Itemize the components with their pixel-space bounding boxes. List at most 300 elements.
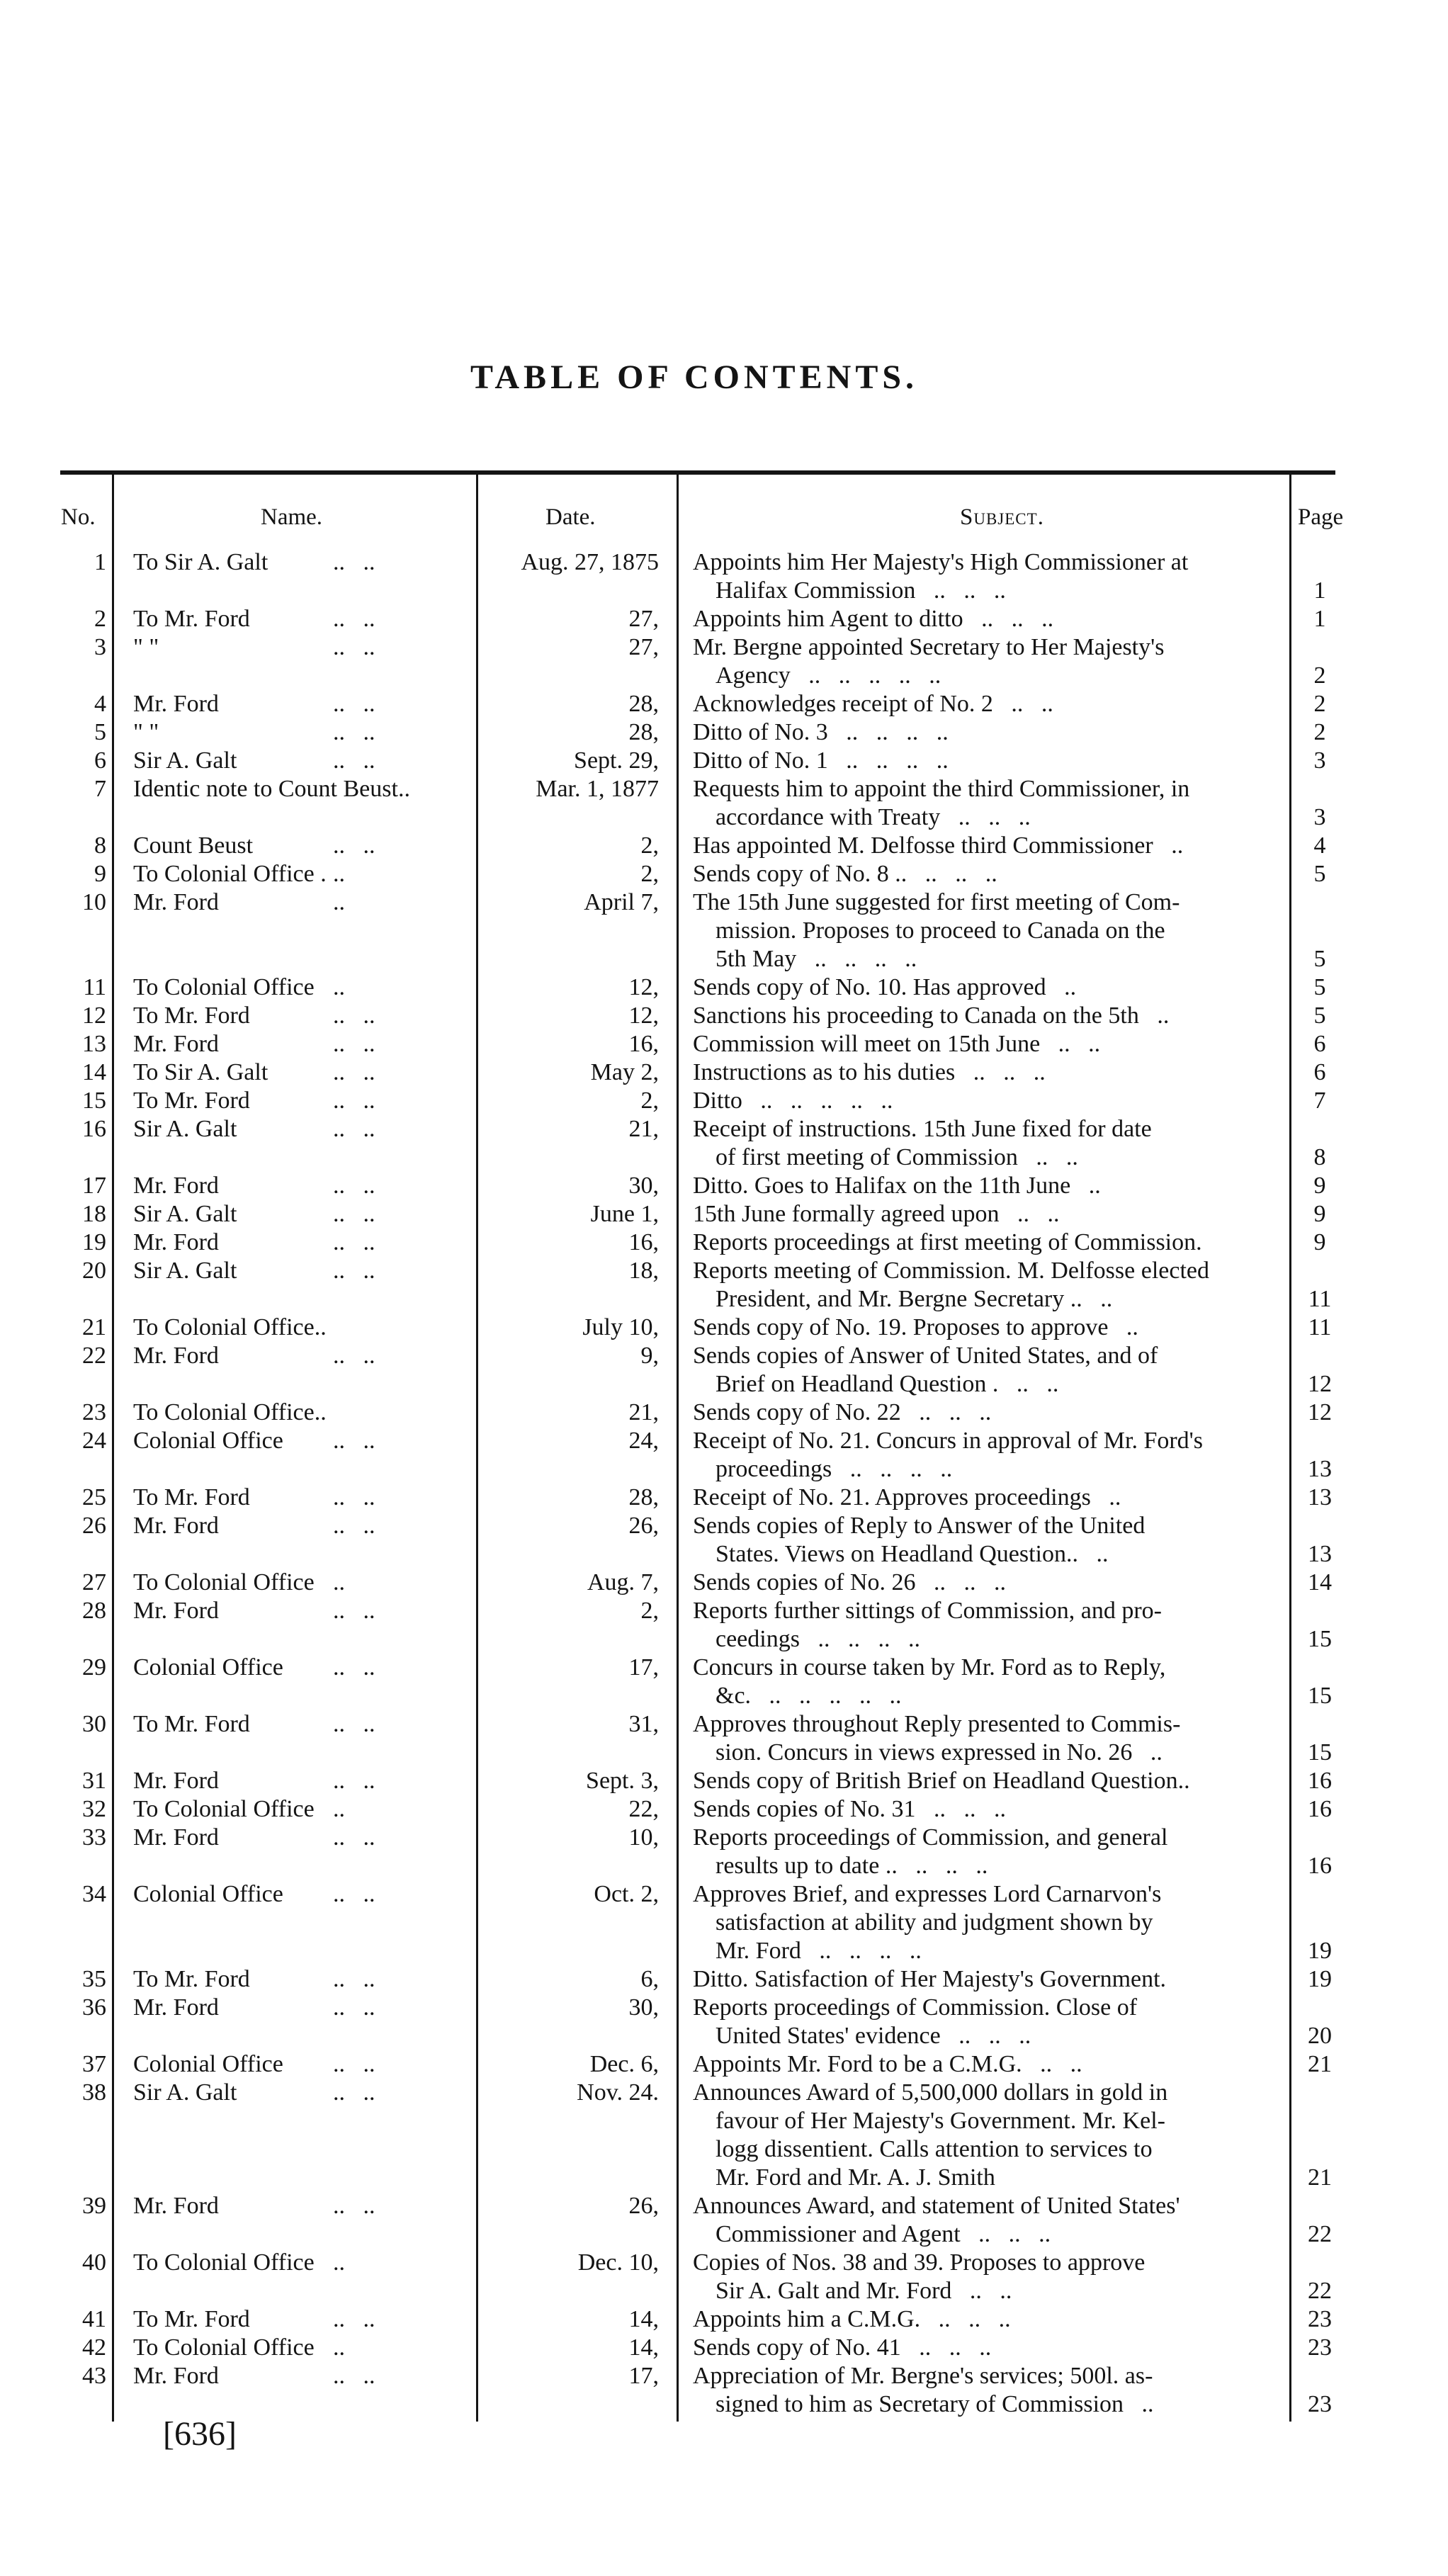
entry-subject-line: results up to date .. .. .. .. [715, 1853, 988, 1879]
table-row [0, 1229, 1448, 1258]
header-subject: Subject. [960, 504, 1044, 530]
entry-number: 14 [82, 1059, 106, 1085]
entry-date: Dec. 6, [589, 2051, 659, 2077]
table-row [0, 1711, 1448, 1768]
entry-subject-line: ceedings .. .. .. .. [715, 1626, 920, 1652]
table-row [0, 1484, 1448, 1513]
entry-name: To Mr. Ford [133, 1088, 250, 1114]
leader-dots: .. .. [333, 2363, 375, 2389]
entry-date: 30, [628, 1173, 659, 1199]
leader-dots: .. [333, 861, 345, 887]
leader-dots: .. .. [333, 1824, 375, 1851]
entry-page: 8 [1313, 1144, 1326, 1170]
table-row [0, 747, 1448, 776]
entry-date: Aug. 27, 1875 [521, 549, 659, 575]
entry-page: 1 [1313, 606, 1326, 632]
entry-page: 9 [1313, 1201, 1326, 1227]
entry-number: 3 [94, 634, 106, 660]
entry-number: 10 [82, 889, 106, 915]
entry-page: 21 [1308, 2051, 1332, 2077]
entry-date: 28, [628, 691, 659, 717]
table-row [0, 1428, 1448, 1484]
entry-number: 4 [94, 691, 106, 717]
leader-dots: .. .. [333, 634, 375, 660]
leader-dots: .. .. [333, 1428, 375, 1454]
leader-dots: .. [333, 1796, 345, 1822]
table-row [0, 2334, 1448, 2363]
table-row [0, 1088, 1448, 1116]
leader-dots: .. .. [333, 1116, 375, 1142]
entry-date: 24, [628, 1428, 659, 1454]
entry-subject-line: Announces Award, and statement of United States' [693, 2193, 1180, 2219]
entry-subject-line: satisfaction at ability and judgment shown by [715, 1909, 1153, 1936]
entry-date: 12, [628, 974, 659, 1000]
entry-page: 3 [1313, 804, 1326, 830]
entry-subject-line: Mr. Bergne appointed Secretary to Her Majesty's [693, 634, 1165, 660]
entry-number: 38 [82, 2079, 106, 2106]
entry-subject-line: Sends copy of No. 8 .. .. .. .. [693, 861, 997, 887]
entry-number: 6 [94, 747, 106, 774]
entry-name: Mr. Ford [133, 1824, 219, 1851]
entry-date: Sept. 3, [586, 1768, 659, 1794]
entry-number: 25 [82, 1484, 106, 1510]
table-row [0, 1994, 1448, 2051]
entry-subject-line: Mr. Ford and Mr. A. J. Smith [715, 2164, 995, 2191]
entry-date: 2, [640, 1088, 659, 1114]
table-row [0, 1399, 1448, 1428]
leader-dots: .. .. [333, 2051, 375, 2077]
entry-number: 7 [94, 776, 106, 802]
leader-dots: .. .. [333, 1059, 375, 1085]
entry-page: 21 [1308, 2164, 1332, 2191]
entry-page: 13 [1308, 1456, 1332, 1482]
entry-page: 15 [1308, 1683, 1332, 1709]
leader-dots: .. .. [333, 2306, 375, 2332]
leader-dots: .. .. [333, 1201, 375, 1227]
table-row [0, 1314, 1448, 1343]
entry-subject-line: 15th June formally agreed upon .. .. [693, 1201, 1060, 1227]
table-row [0, 2306, 1448, 2334]
table-row [0, 1258, 1448, 1314]
entry-date: 9, [640, 1343, 659, 1369]
entry-name: To Colonial Office . [133, 861, 327, 887]
entry-page: 22 [1308, 2278, 1332, 2304]
leader-dots: .. .. [333, 691, 375, 717]
entry-number: 31 [82, 1768, 106, 1794]
table-row [0, 861, 1448, 889]
entry-page: 1 [1313, 577, 1326, 604]
entry-subject-line: Announces Award of 5,500,000 dollars in gold in [693, 2079, 1168, 2106]
entry-page: 3 [1313, 747, 1326, 774]
entry-number: 24 [82, 1428, 106, 1454]
table-row [0, 1116, 1448, 1173]
entry-subject-line: Sends copies of No. 26 .. .. .. [693, 1569, 1006, 1595]
entry-name: To Mr. Ford [133, 1002, 250, 1029]
entry-name: To Colonial Office.. [133, 1399, 327, 1425]
entry-subject-line: Ditto. Satisfaction of Her Majesty's Government. [693, 1966, 1167, 1992]
table-row [0, 1654, 1448, 1711]
entry-page: 23 [1308, 2306, 1332, 2332]
entry-number: 17 [82, 1173, 106, 1199]
leader-dots: .. .. [333, 832, 375, 859]
leader-dots: .. .. [333, 1768, 375, 1794]
entry-page: 19 [1308, 1966, 1332, 1992]
entry-subject-line: Appoints him Agent to ditto .. .. .. [693, 606, 1054, 632]
entry-name: Sir A. Galt [133, 747, 237, 774]
entry-subject-line: Reports proceedings of Commission, and general [693, 1824, 1168, 1851]
entry-name: Colonial Office [133, 1654, 283, 1680]
entry-name: Mr. Ford [133, 1598, 219, 1624]
entry-subject-line: proceedings .. .. .. .. [715, 1456, 953, 1482]
entry-page: 13 [1308, 1484, 1332, 1510]
entry-date: April 7, [584, 889, 659, 915]
entry-date: 31, [628, 1711, 659, 1737]
entry-page: 23 [1308, 2334, 1332, 2361]
entry-name: To Mr. Ford [133, 1711, 250, 1737]
entry-name: Sir A. Galt [133, 1116, 237, 1142]
table-row [0, 634, 1448, 691]
entry-name: Colonial Office [133, 1428, 283, 1454]
entry-name: To Colonial Office [133, 1796, 315, 1822]
entry-number: 37 [82, 2051, 106, 2077]
entry-date: 6, [640, 1966, 659, 1992]
entry-date: 27, [628, 606, 659, 632]
page-title: TABLE OF CONTENTS. [470, 358, 919, 396]
entry-subject-line: Sends copy of No. 41 .. .. .. [693, 2334, 992, 2361]
entry-number: 29 [82, 1654, 106, 1680]
entry-subject-line: Concurs in course taken by Mr. Ford as to Reply, [693, 1654, 1166, 1680]
entry-subject-line: Sends copies of Answer of United States, and of [693, 1343, 1158, 1369]
entry-date: 21, [628, 1399, 659, 1425]
entry-date: Dec. 10, [577, 2249, 659, 2276]
table-row [0, 1768, 1448, 1796]
entry-page: 4 [1313, 832, 1326, 859]
entry-number: 36 [82, 1994, 106, 2021]
entry-subject-line: Sends copies of Reply to Answer of the United [693, 1513, 1146, 1539]
entry-page: 19 [1308, 1938, 1332, 1964]
entry-subject-line: States. Views on Headland Question.. .. [715, 1541, 1109, 1567]
entry-number: 20 [82, 1258, 106, 1284]
entry-subject-line: Sends copy of No. 10. Has approved .. [693, 974, 1077, 1000]
table-row [0, 832, 1448, 861]
entry-subject-line: Reports meeting of Commission. M. Delfosse elected [693, 1258, 1209, 1284]
entry-subject-line: Sends copy of No. 22 .. .. .. [693, 1399, 992, 1425]
leader-dots: .. [333, 2334, 345, 2361]
entry-subject-line: Ditto of No. 3 .. .. .. .. [693, 719, 949, 745]
entry-date: 2, [640, 861, 659, 887]
entry-name: To Sir A. Galt [133, 549, 268, 575]
entry-number: 43 [82, 2363, 106, 2389]
entry-date: 18, [628, 1258, 659, 1284]
leader-dots: .. .. [333, 549, 375, 575]
entry-page: 13 [1308, 1541, 1332, 1567]
leader-dots: .. .. [333, 1031, 375, 1057]
entry-name: Identic note to Count Beust.. [133, 776, 410, 802]
leader-dots: .. .. [333, 2079, 375, 2106]
table-row [0, 1881, 1448, 1966]
entry-number: 39 [82, 2193, 106, 2219]
entry-subject-line: Receipt of instructions. 15th June fixed for date [693, 1116, 1152, 1142]
entry-number: 9 [94, 861, 106, 887]
entry-page: 2 [1313, 691, 1326, 717]
entry-subject-line: Sanctions his proceeding to Canada on the 5th .. [693, 1002, 1170, 1029]
table-row [0, 974, 1448, 1002]
leader-dots: .. .. [333, 1711, 375, 1737]
leader-dots: .. [333, 1569, 345, 1595]
table-row [0, 1173, 1448, 1201]
entry-date: 16, [628, 1031, 659, 1057]
entry-name: To Colonial Office.. [133, 1314, 327, 1340]
entry-date: Sept. 29, [574, 747, 659, 774]
entry-subject-line: Reports proceedings at first meeting of Commission. [693, 1229, 1202, 1255]
entry-subject-line: favour of Her Majesty's Government. Mr. Kel- [715, 2108, 1165, 2134]
table-row [0, 2051, 1448, 2079]
leader-dots: .. [333, 2249, 345, 2276]
leader-dots: .. .. [333, 1088, 375, 1114]
entry-name: To Mr. Ford [133, 606, 250, 632]
table-row [0, 2193, 1448, 2249]
entry-subject-line: Receipt of No. 21. Concurs in approval of Mr. Ford's [693, 1428, 1204, 1454]
entry-date: June 1, [590, 1201, 659, 1227]
entry-date: 27, [628, 634, 659, 660]
entry-name: To Colonial Office [133, 974, 315, 1000]
entry-name: Mr. Ford [133, 2193, 219, 2219]
entry-date: 10, [628, 1824, 659, 1851]
entry-page: 16 [1308, 1796, 1332, 1822]
entry-subject-line: accordance with Treaty .. .. .. [715, 804, 1031, 830]
entry-name: To Sir A. Galt [133, 1059, 268, 1085]
table-row [0, 549, 1448, 606]
entry-number: 26 [82, 1513, 106, 1539]
entry-name: Count Beust [133, 832, 254, 859]
entry-number: 33 [82, 1824, 106, 1851]
entry-subject-line: Mr. Ford .. .. .. .. [715, 1938, 922, 1964]
entry-date: 21, [628, 1116, 659, 1142]
table-row [0, 606, 1448, 634]
entry-subject-line: The 15th June suggested for first meeting of Com- [693, 889, 1180, 915]
entry-page: 11 [1308, 1286, 1332, 1312]
entry-subject-line: Approves throughout Reply presented to Commis- [693, 1711, 1181, 1737]
entry-page: 15 [1308, 1626, 1332, 1652]
entry-date: July 10, [582, 1314, 659, 1340]
entry-name: " " [133, 634, 159, 660]
entry-number: 13 [82, 1031, 106, 1057]
entry-date: 26, [628, 2193, 659, 2219]
entry-number: 22 [82, 1343, 106, 1369]
entry-name: Mr. Ford [133, 1994, 219, 2021]
table-row [0, 1002, 1448, 1031]
table-row [0, 1201, 1448, 1229]
entry-subject-line: Agency .. .. .. .. .. [715, 662, 941, 689]
entry-number: 8 [94, 832, 106, 859]
table-row [0, 1796, 1448, 1824]
entry-subject-line: mission. Proposes to proceed to Canada on the [715, 917, 1165, 944]
entry-date: 16, [628, 1229, 659, 1255]
table-row [0, 1569, 1448, 1598]
entry-date: 28, [628, 1484, 659, 1510]
header-name: Name. [261, 504, 323, 530]
leader-dots: .. .. [333, 1258, 375, 1284]
entry-number: 12 [82, 1002, 106, 1029]
entry-subject-line: 5th May .. .. .. .. [715, 946, 917, 972]
entry-page: 9 [1313, 1229, 1326, 1255]
page-number-footer: [636] [163, 2415, 237, 2453]
entry-name: To Colonial Office [133, 1569, 315, 1595]
entry-subject-line: signed to him as Secretary of Commission .. [715, 2391, 1154, 2417]
entry-number: 15 [82, 1088, 106, 1114]
entry-number: 1 [94, 549, 106, 575]
entry-name: To Mr. Ford [133, 1484, 250, 1510]
entry-subject-line: Ditto. Goes to Halifax on the 11th June .. [693, 1173, 1101, 1199]
entry-number: 5 [94, 719, 106, 745]
entry-page: 2 [1313, 719, 1326, 745]
entry-name: Colonial Office [133, 1881, 283, 1907]
leader-dots: .. .. [333, 1654, 375, 1680]
entry-subject-line: Sends copies of No. 31 .. .. .. [693, 1796, 1006, 1822]
leader-dots: .. [333, 974, 345, 1000]
entry-subject-line: Has appointed M. Delfosse third Commissioner .. [693, 832, 1184, 859]
entry-name: Mr. Ford [133, 2363, 219, 2389]
entry-page: 11 [1308, 1314, 1332, 1340]
entry-subject-line: Appoints him Her Majesty's High Commissioner at [693, 549, 1189, 575]
table-row [0, 776, 1448, 832]
entry-name: Mr. Ford [133, 691, 219, 717]
entry-subject-line: sion. Concurs in views expressed in No. 26 .. [715, 1739, 1163, 1766]
entry-name: Colonial Office [133, 2051, 283, 2077]
table-row [0, 719, 1448, 747]
leader-dots: .. .. [333, 1966, 375, 1992]
entry-name: To Mr. Ford [133, 1966, 250, 1992]
leader-dots: .. .. [333, 747, 375, 774]
entry-number: 23 [82, 1399, 106, 1425]
entry-page: 6 [1313, 1031, 1326, 1057]
entry-subject-line: Reports proceedings of Commission. Close of [693, 1994, 1138, 2021]
entry-subject-line: Sir A. Galt and Mr. Ford .. .. [715, 2278, 1012, 2304]
table-row [0, 691, 1448, 719]
entry-subject-line: Appreciation of Mr. Bergne's services; 500l. as- [693, 2363, 1153, 2389]
entry-name: Mr. Ford [133, 1229, 219, 1255]
entry-page: 15 [1308, 1739, 1332, 1766]
table-row [0, 2363, 1448, 2419]
entry-page: 12 [1308, 1371, 1332, 1397]
entry-page: 5 [1313, 974, 1326, 1000]
table-row [0, 2249, 1448, 2306]
entry-number: 34 [82, 1881, 106, 1907]
header-rule [60, 470, 1335, 475]
leader-dots: .. .. [333, 1881, 375, 1907]
entry-number: 18 [82, 1201, 106, 1227]
entry-date: 17, [628, 2363, 659, 2389]
leader-dots: .. [333, 889, 345, 915]
leader-dots: .. .. [333, 1513, 375, 1539]
entry-name: To Mr. Ford [133, 2306, 250, 2332]
entry-subject-line: Appoints him a C.M.G. .. .. .. [693, 2306, 1011, 2332]
table-row [0, 1031, 1448, 1059]
entry-date: May 2, [590, 1059, 659, 1085]
entry-page: 5 [1313, 861, 1326, 887]
table-row [0, 1966, 1448, 1994]
header-no: No. [61, 504, 96, 530]
entry-subject-line: United States' evidence .. .. .. [715, 2023, 1031, 2049]
entry-number: 40 [82, 2249, 106, 2276]
leader-dots: .. .. [333, 1598, 375, 1624]
entry-name: To Colonial Office [133, 2334, 315, 2361]
entry-subject-line: of first meeting of Commission .. .. [715, 1144, 1078, 1170]
entry-date: Aug. 7, [587, 1569, 659, 1595]
entry-date: 28, [628, 719, 659, 745]
entry-subject-line: Appoints Mr. Ford to be a C.M.G. .. .. [693, 2051, 1082, 2077]
entry-subject-line: Halifax Commission .. .. .. [715, 577, 1006, 604]
entry-date: 2, [640, 1598, 659, 1624]
entry-number: 35 [82, 1966, 106, 1992]
entry-name: Mr. Ford [133, 1768, 219, 1794]
entry-name: Mr. Ford [133, 1513, 219, 1539]
entry-number: 19 [82, 1229, 106, 1255]
entry-date: 14, [628, 2334, 659, 2361]
leader-dots: .. .. [333, 1229, 375, 1255]
entry-number: 21 [82, 1314, 106, 1340]
entry-page: 16 [1308, 1768, 1332, 1794]
leader-dots: .. .. [333, 1173, 375, 1199]
entry-number: 32 [82, 1796, 106, 1822]
entry-date: 17, [628, 1654, 659, 1680]
entry-number: 41 [82, 2306, 106, 2332]
entry-subject-line: Sends copy of No. 19. Proposes to approve .. [693, 1314, 1138, 1340]
entry-date: 12, [628, 1002, 659, 1029]
leader-dots: .. .. [333, 719, 375, 745]
entry-subject-line: logg dissentient. Calls attention to services to [715, 2136, 1153, 2162]
entry-name: Sir A. Galt [133, 1201, 237, 1227]
leader-dots: .. .. [333, 2193, 375, 2219]
leader-dots: .. .. [333, 1343, 375, 1369]
table-row [0, 1343, 1448, 1399]
header-page: Page [1298, 504, 1344, 530]
header-date: Date. [545, 504, 596, 530]
entry-page: 20 [1308, 2023, 1332, 2049]
table-row [0, 889, 1448, 974]
leader-dots: .. .. [333, 1484, 375, 1510]
leader-dots: .. .. [333, 606, 375, 632]
entry-page: 2 [1313, 662, 1326, 689]
entry-date: 30, [628, 1994, 659, 2021]
entry-page: 22 [1308, 2221, 1332, 2247]
entry-name: To Colonial Office [133, 2249, 315, 2276]
entry-number: 30 [82, 1711, 106, 1737]
entry-number: 11 [83, 974, 106, 1000]
entry-name: Mr. Ford [133, 889, 219, 915]
entry-page: 9 [1313, 1173, 1326, 1199]
entry-name: Mr. Ford [133, 1031, 219, 1057]
entry-subject-line: &c. .. .. .. .. .. [715, 1683, 902, 1709]
entry-name: " " [133, 719, 159, 745]
entry-name: Mr. Ford [133, 1173, 219, 1199]
entry-page: 23 [1308, 2391, 1332, 2417]
table-row [0, 1059, 1448, 1088]
entry-subject-line: Ditto of No. 1 .. .. .. .. [693, 747, 949, 774]
entry-subject-line: Instructions as to his duties .. .. .. [693, 1059, 1046, 1085]
entry-number: 28 [82, 1598, 106, 1624]
entry-date: 2, [640, 832, 659, 859]
entry-number: 16 [82, 1116, 106, 1142]
entry-page: 12 [1308, 1399, 1332, 1425]
entry-subject-line: Approves Brief, and expresses Lord Carnarvon's [693, 1881, 1162, 1907]
entry-subject-line: Ditto .. .. .. .. .. [693, 1088, 893, 1114]
entry-page: 14 [1308, 1569, 1332, 1595]
entry-page: 7 [1313, 1088, 1326, 1114]
entry-page: 16 [1308, 1853, 1332, 1879]
leader-dots: .. .. [333, 1002, 375, 1029]
entry-page: 6 [1313, 1059, 1326, 1085]
